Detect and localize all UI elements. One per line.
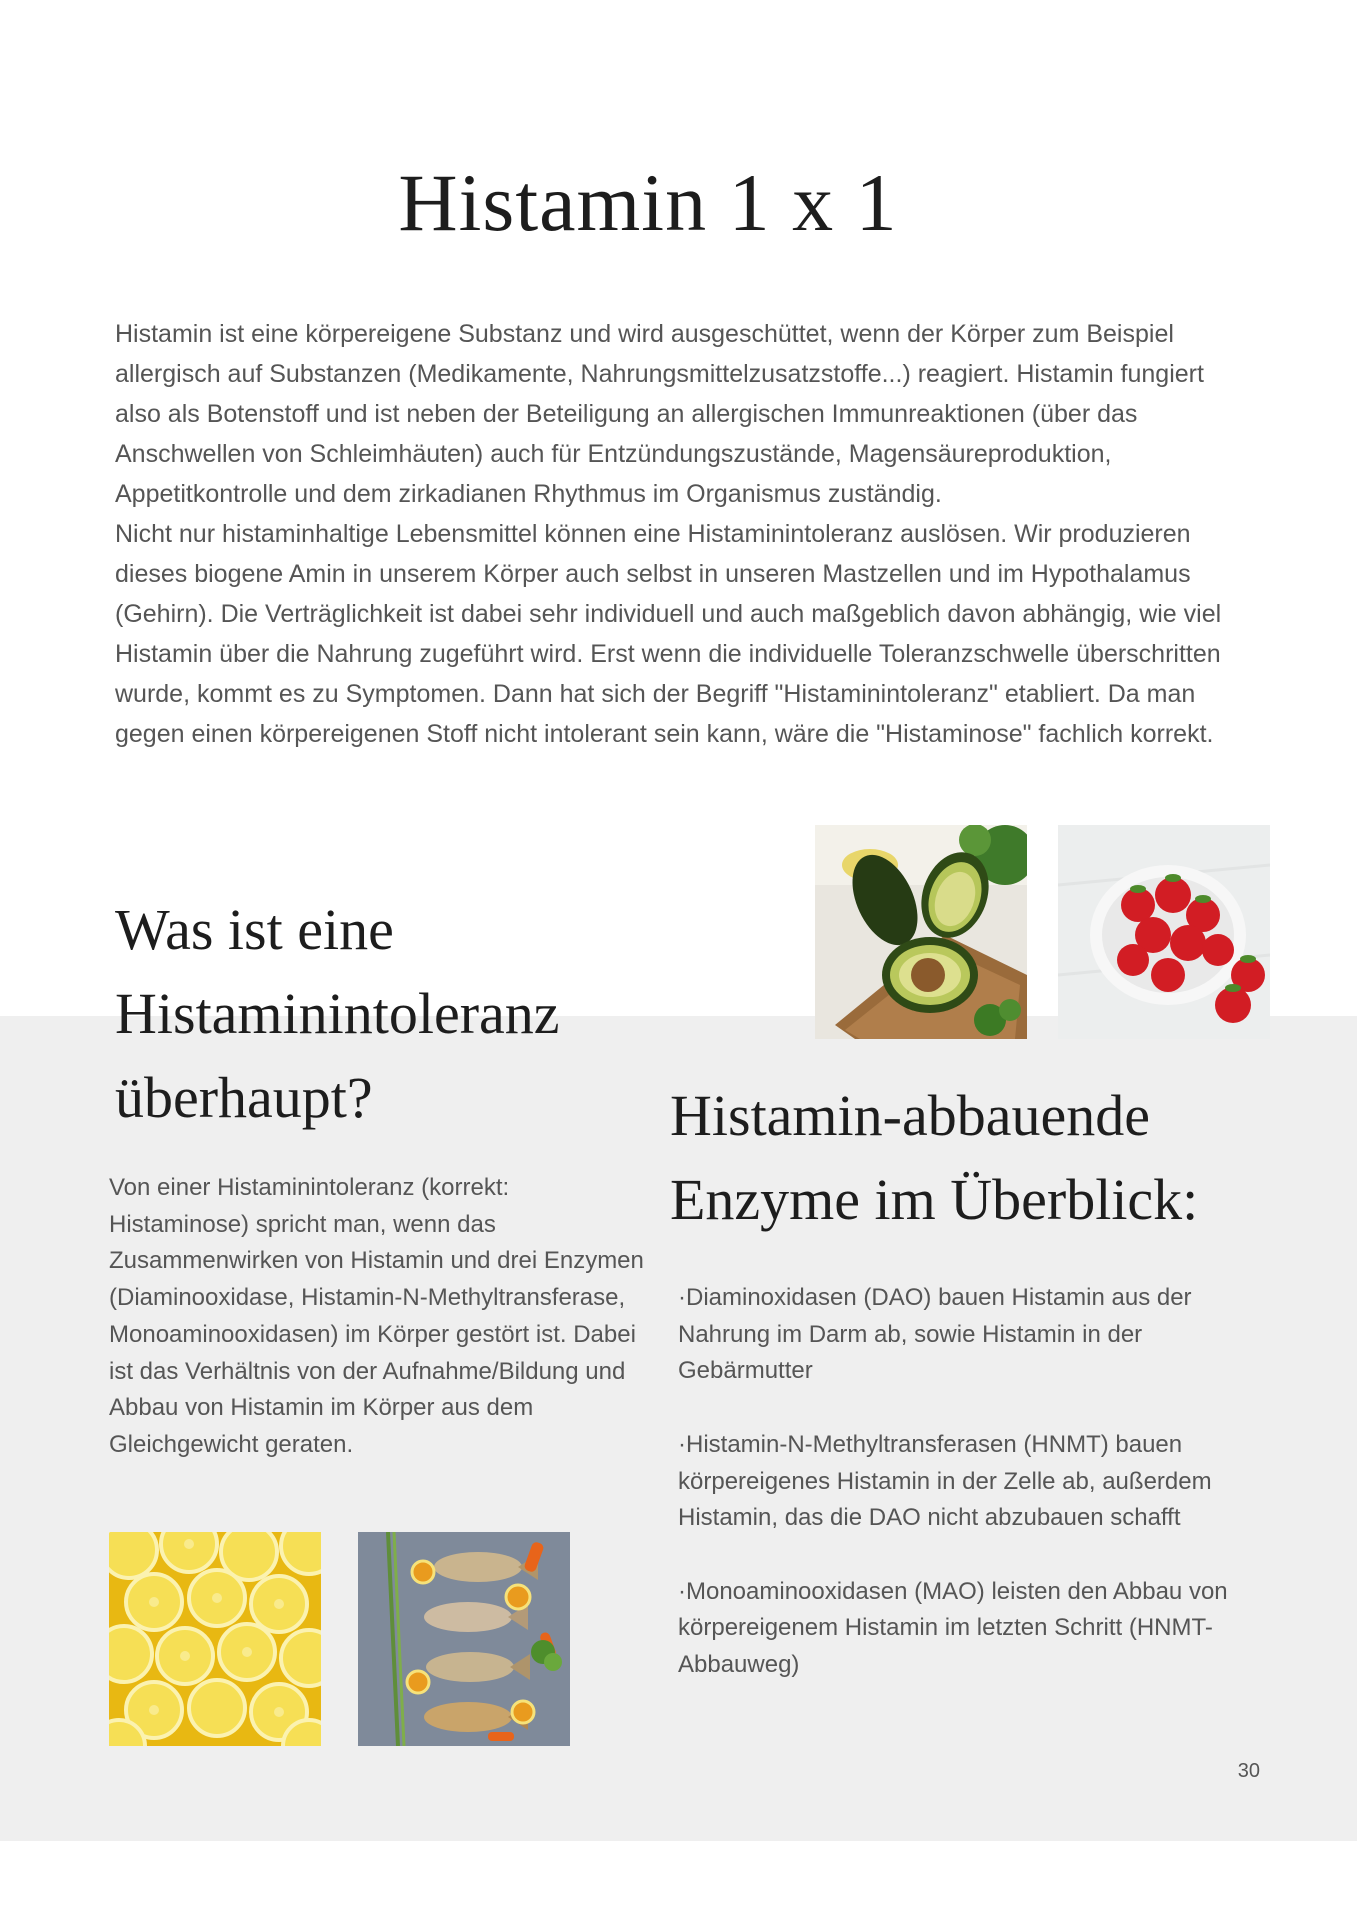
- enzyme-item-hnmt: ·Histamin-N-Methyltransferasen (HNMT) bauen körpereigenes Histamin in der Zelle ab, außerdem Histamin, das die DAO nicht abzubauen schafft: [678, 1430, 1212, 1532]
- histaminintoleranz-text: Von einer Histaminintoleranz (korrekt: Histaminose) spricht man, wenn das Zusammenwirken von Histamin und drei Enzymen (Diaminooxidase, Histamin-N-Methyltransferase, Monoaminooxidasen) im Körper gestört ist. Dabei ist das Verhältnis von der Aufnahme/Bildung und Abbau von Histamin im Körper aus dem Gleichgewicht geraten.: [109, 1174, 644, 1458]
- page-title: Histamin 1 x 1: [398, 157, 898, 248]
- enzyme-list: [678, 1280, 1258, 1720]
- lemon-slices-photo: [109, 1532, 321, 1746]
- page-number: 30: [1237, 1760, 1260, 1782]
- intro-paragraph-1: Histamin ist eine körpereigene Substanz und wird ausgeschüttet, wenn der Körper zum Beispiel allergisch auf Substanzen (Medikamente, Nahrungsmittelzusatzstoffe...) reagiert. Histamin fungiert also als Botenstoff und ist neben der Beteiligung an allergischen Immunreaktionen (über das Anschwellen von Schleimhäuten) auch für Entzündungszustände, Magensäureproduktion, Appetitkontrolle und dem zirkadianen Rhythmus im Organismus zuständig.: [115, 320, 1204, 508]
- strawberries-photo: [1058, 825, 1270, 1039]
- enzyme-item-dao: ·Diaminoxidasen (DAO) bauen Histamin aus der Nahrung im Darm ab, sowie Histamin in der Gebärmutter: [678, 1284, 1192, 1385]
- intro-paragraph-2: Nicht nur histaminhaltige Lebensmittel können eine Histaminintoleranz auslösen. Wir produzieren dieses biogene Amin in unserem Körper auch selbst in unseren Mastzellen und im Hypothalamus (Gehirn). Die Verträglichkeit ist dabei sehr individuell und auch maßgeblich davon abhängig, wie viel Histamin über die Nahrung zugeführt wird. Erst wenn die individuelle Toleranzschwelle überschritten wurde, kommt es zu Symptomen. Dann hat sich der Begriff "Histaminintoleranz" etabliert. Da man gegen einen körpereigenen Stoff nicht intolerant sein kann, wäre die "Histaminose" fachlich korrekt.: [115, 520, 1222, 748]
- avocado-photo: [815, 825, 1027, 1039]
- enzyme-item-mao: ·Monoaminooxidasen (MAO) leisten den Abbau von körpereigenem Histamin im letzten Schritt (HNMT-Abbauweg): [678, 1577, 1228, 1678]
- intro-text: [115, 314, 1245, 754]
- section-heading-enzymes: Histamin-abbauende Enzyme im Überblick:: [670, 1083, 1199, 1232]
- section-heading-what-is: Was ist eine Histaminintoleranz überhaupt?: [115, 897, 560, 1130]
- fish-photo: [358, 1532, 570, 1746]
